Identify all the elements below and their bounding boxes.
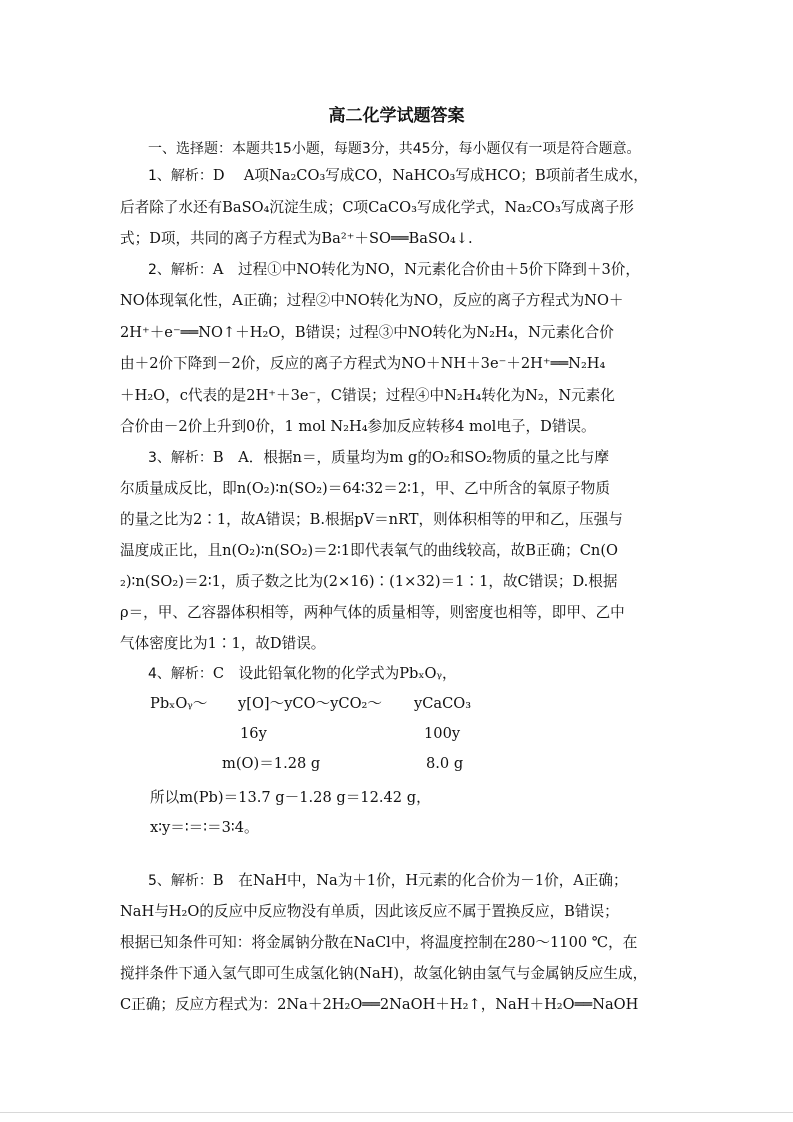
q2-line1: 2、解析：A 过程①中NO转化为NO，N元素化合价由＋5价下降到＋3价， bbox=[148, 261, 640, 278]
q3-line7: 气体密度比为1∶1，故D错误。 bbox=[120, 635, 326, 652]
q3-line3: 的量之比为2∶1，故A错误；B.根据pV＝nRT，则体积相等的甲和乙，压强与 bbox=[120, 511, 623, 528]
q4-line-pb: 所以m(Pb)＝13.7 g－1.28 g＝12.42 g， bbox=[150, 789, 431, 806]
q5-label: 5、解析： bbox=[148, 873, 213, 889]
q4-eq-c: yCaCO₃ bbox=[414, 695, 472, 712]
q1-line3: 式；D项，共同的离子方程式为Ba²⁺＋SO══BaSO₄↓. bbox=[120, 230, 473, 247]
q5-line1: 5、解析：B 在NaH中，Na为＋1价，H元素的化合价为－1价，A正确； bbox=[148, 872, 628, 889]
q3-label: 3、解析： bbox=[148, 450, 213, 466]
q2-line3: 2H⁺＋e⁻══NO↑＋H₂O，B错误；过程③中NO转化为N₂H₄，N元素化合价 bbox=[120, 324, 614, 341]
q3-line2: 尔质量成反比，即n(O₂)∶n(SO₂)＝64∶32＝2∶1，甲、乙中所含的氧原子物质 bbox=[120, 480, 610, 497]
q5-line3: 根据已知条件可知：将金属钠分散在NaCl中，将温度控制在280～1100 ℃，在 bbox=[120, 934, 638, 951]
q2-line4: 由＋2价下降到－2价，反应的离子方程式为NO＋NH＋3e⁻＋2H⁺══N₂H₄ bbox=[120, 355, 606, 372]
q4-line1: 4、解析：C 设此铅氧化物的化学式为PbₓOᵧ， bbox=[148, 665, 457, 682]
q4-mass-a: 16y bbox=[240, 725, 267, 742]
q1-line1: 1、解析：D A项Na₂CO₃写成CO，NaHCO₃写成HCO；B项前者生成水， bbox=[148, 167, 648, 184]
q3-line6: ρ＝，甲、乙容器体积相等，两种气体的质量相等，则密度也相等，即甲、乙中 bbox=[120, 604, 625, 621]
q2-line5: ＋H₂O，c代表的是2H⁺＋3e⁻，C错误；过程④中N₂H₄转化为N₂，N元素化 bbox=[120, 387, 615, 404]
q3-line5: ₂)∶n(SO₂)＝2∶1，质子数之比为(2×16)∶(1×32)＝1∶1，故C错误；D.根据 bbox=[120, 573, 618, 590]
q5-line4: 搅拌条件下通入氢气即可生成氢化钠(NaH)，故氢化钠由氢气与金属钠反应生成， bbox=[120, 965, 648, 982]
q3-line4: 温度成正比，且n(O₂)∶n(SO₂)＝2∶1即代表氧气的曲线较高，故B正确；Cn(O bbox=[120, 542, 618, 559]
q4-eq-b: y[O]～yCO～yCO₂～ bbox=[238, 695, 382, 712]
page-title: 高二化学试题答案 bbox=[328, 106, 465, 126]
q4-label: 4、解析： bbox=[148, 666, 213, 682]
q4-line-ratio: x∶y＝∶＝∶＝3∶4。 bbox=[150, 819, 259, 836]
q4-val-b: 8.0 g bbox=[426, 755, 464, 772]
q2-label: 2、解析： bbox=[148, 262, 213, 278]
page-bottom-divider bbox=[0, 1112, 793, 1113]
section-heading: 一、选择题：本题共15小题，每题3分，共45分，每小题仅有一项是符合题意。 bbox=[148, 141, 641, 157]
q4-mass-b: 100y bbox=[424, 725, 461, 742]
q5-line2: NaH与H₂O的反应中反应物没有单质，因此该反应不属于置换反应，B错误； bbox=[120, 903, 619, 920]
q4-val-a: m(O)＝1.28 g bbox=[222, 755, 321, 772]
q2-line6: 合价由－2价上升到0价，1 mol N₂H₄参加反应转移4 mol电子，D错误。 bbox=[120, 418, 596, 435]
q1-line2: 后者除了水还有BaSO₄沉淀生成；C项CaCO₃写成化学式，Na₂CO₃写成离子形 bbox=[120, 199, 634, 216]
q4-eq-a: PbₓOᵧ～ bbox=[150, 695, 208, 712]
q5-line5: C正确；反应方程式为：2Na＋2H₂O══2NaOH＋H₂↑，NaH＋H₂O══NaOH bbox=[120, 996, 639, 1013]
q2-line2: NO体现氧化性，A正确；过程②中NO转化为NO，反应的离子方程式为NO＋ bbox=[120, 292, 624, 309]
q1-label: 1、解析： bbox=[148, 168, 213, 184]
q3-line1: 3、解析：B A．根据n＝，质量均为m g的O₂和SO₂物质的量之比与摩 bbox=[148, 449, 609, 466]
